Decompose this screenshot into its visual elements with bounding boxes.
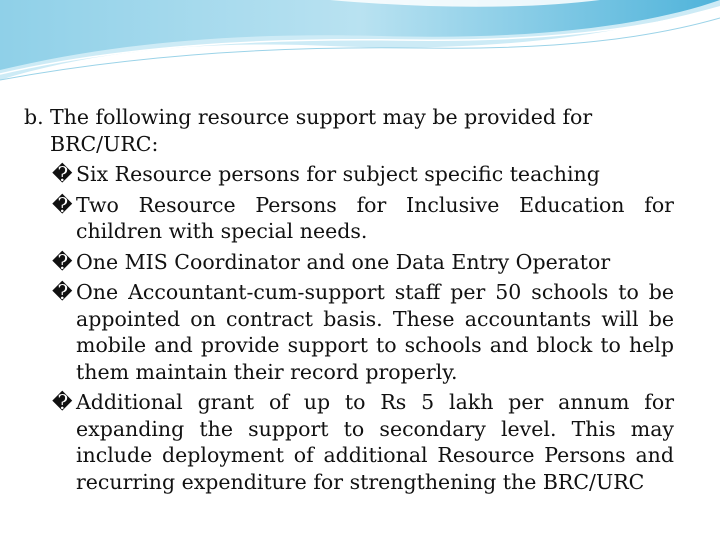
bullet-text: Two Resource Persons for Inclusive Education for children with special needs. <box>76 192 674 243</box>
list-item <box>52 389 674 495</box>
replacement-char-icon: � <box>52 162 73 186</box>
bullet-text: Six Resource persons for subject specific teaching <box>76 162 600 186</box>
bullet-text: One Accountant-cum-support staff per 50 schools to be appointed on contract basis. These accountants will be mobile and provide support to schools and block to help them maintain their record properly. <box>76 280 674 384</box>
bullet-text: Additional grant of up to Rs 5 lakh per annum for expanding the support to secondary level. This may include deployment of additional Resource Persons and recurring expenditure for strengthening the BRC/URC <box>76 390 674 494</box>
section-heading <box>24 104 674 157</box>
slide-content <box>24 104 674 495</box>
header-wave-decoration <box>0 0 720 90</box>
list-item <box>52 249 674 276</box>
replacement-char-icon: � <box>52 192 73 217</box>
replacement-char-icon: � <box>52 390 73 414</box>
list-item <box>52 279 674 385</box>
wave-band-main <box>0 0 720 70</box>
list-item <box>52 161 674 188</box>
heading-text: The following resource support may be provided for BRC/URC: <box>50 105 593 156</box>
replacement-char-icon: � <box>52 280 73 304</box>
replacement-char-icon: � <box>52 249 73 274</box>
list-item <box>52 192 674 245</box>
heading-marker: b. <box>24 105 44 129</box>
resource-bullet-list <box>24 161 674 495</box>
bullet-text: One MIS Coordinator and one Data Entry Operator <box>76 249 611 274</box>
